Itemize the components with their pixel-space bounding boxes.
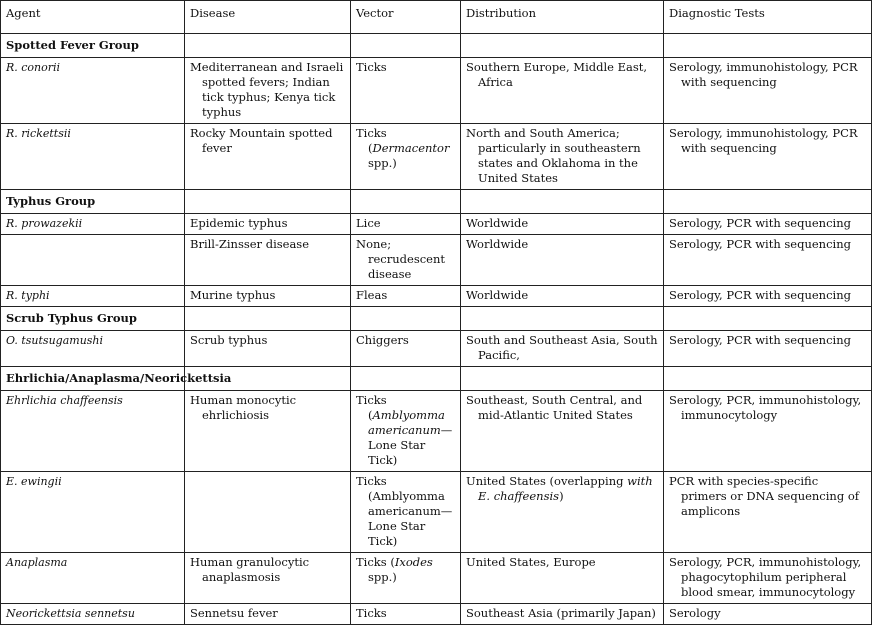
group-label: Spotted Fever Group	[1, 34, 185, 58]
header-diagnostic-tests: Diagnostic Tests	[664, 1, 872, 34]
distribution-cell: Southern Europe, Middle East, Africa	[461, 58, 664, 124]
distribution-cell: North and South America; particularly in southeastern states and Oklahoma in the United States	[461, 124, 664, 190]
vector-cell: Lice	[351, 214, 461, 235]
tests-cell: PCR with species-specific primers or DNA sequencing of amplicons	[664, 472, 872, 553]
disease-cell: Epidemic typhus	[185, 214, 351, 235]
group-label: Scrub Typhus Group	[1, 307, 185, 331]
table-row	[1, 391, 872, 472]
header-row	[1, 1, 872, 34]
disease-cell: Rocky Mountain spotted fever	[185, 124, 351, 190]
tests-cell: Serology, immunohistology, PCR with sequencing	[664, 124, 872, 190]
agent-cell: O. tsutsugamushi	[1, 331, 185, 367]
vector-cell: Ticks	[351, 604, 461, 625]
header-agent: Agent	[1, 1, 185, 34]
header-distribution: Distribution	[461, 1, 664, 34]
distribution-cell: Southeast Asia (primarily Japan)	[461, 604, 664, 625]
distribution-cell: South and Southeast Asia, South Pacific,	[461, 331, 664, 367]
vector-cell: Ticks (Dermacentor spp.)	[351, 124, 461, 190]
group-row-ehrlichia	[1, 367, 872, 391]
distribution-cell: United States, Europe	[461, 553, 664, 604]
table-row	[1, 472, 872, 553]
agent-cell: R. rickettsii	[1, 124, 185, 190]
agent-cell: R. prowazekii	[1, 214, 185, 235]
distribution-cell: Southeast, South Central, and mid-Atlantic United States	[461, 391, 664, 472]
distribution-cell: Worldwide	[461, 214, 664, 235]
vector-cell: None; recrudescent disease	[351, 235, 461, 286]
tests-cell: Serology	[664, 604, 872, 625]
table-row	[1, 331, 872, 367]
group-row-typhus	[1, 190, 872, 214]
agent-cell: E. ewingii	[1, 472, 185, 553]
tests-cell: Serology, PCR, immunohistology, immunocytology	[664, 391, 872, 472]
table-row	[1, 214, 872, 235]
disease-cell: Scrub typhus	[185, 331, 351, 367]
agent-cell: Neorickettsia sennetsu	[1, 604, 185, 625]
tests-cell: Serology, PCR with sequencing	[664, 214, 872, 235]
tests-cell: Serology, PCR with sequencing	[664, 331, 872, 367]
table-row	[1, 124, 872, 190]
disease-cell: Brill-Zinsser disease	[185, 235, 351, 286]
group-row-spotted-fever	[1, 34, 872, 58]
header-disease: Disease	[185, 1, 351, 34]
table-row	[1, 235, 872, 286]
vector-cell: Ticks (Amblyomma americanum—Lone Star Tick)	[351, 391, 461, 472]
table-row	[1, 58, 872, 124]
agent-cell	[1, 235, 185, 286]
table-row	[1, 286, 872, 307]
tests-cell: Serology, PCR with sequencing	[664, 286, 872, 307]
disease-cell	[185, 472, 351, 553]
disease-cell: Mediterranean and Israeli spotted fevers; Indian tick typhus; Kenya tick typhus	[185, 58, 351, 124]
distribution-cell: Worldwide	[461, 235, 664, 286]
vector-cell: Ticks (Amblyomma americanum—Lone Star Tick)	[351, 472, 461, 553]
distribution-cell: United States (overlapping with E. chaffeensis)	[461, 472, 664, 553]
group-row-scrub-typhus	[1, 307, 872, 331]
vector-cell: Ticks	[351, 58, 461, 124]
disease-cell: Human granulocytic anaplasmosis	[185, 553, 351, 604]
vector-cell: Chiggers	[351, 331, 461, 367]
tests-cell: Serology, PCR with sequencing	[664, 235, 872, 286]
group-label: Ehrlichia/Anaplasma/Neorickettsia	[1, 367, 185, 391]
agent-cell: R. typhi	[1, 286, 185, 307]
group-label: Typhus Group	[1, 190, 185, 214]
disease-cell: Sennetsu fever	[185, 604, 351, 625]
vector-cell: Ticks (Ixodes spp.)	[351, 553, 461, 604]
agent-cell: R. conorii	[1, 58, 185, 124]
header-vector: Vector	[351, 1, 461, 34]
agent-cell: Anaplasma	[1, 553, 185, 604]
table-row	[1, 604, 872, 625]
tests-cell: Serology, immunohistology, PCR with sequencing	[664, 58, 872, 124]
disease-cell: Murine typhus	[185, 286, 351, 307]
tests-cell: Serology, PCR, immunohistology, phagocytophilum peripheral blood smear, immunocytology	[664, 553, 872, 604]
distribution-cell: Worldwide	[461, 286, 664, 307]
table-row	[1, 553, 872, 604]
agent-cell: Ehrlichia chaffeensis	[1, 391, 185, 472]
vector-cell: Fleas	[351, 286, 461, 307]
disease-cell: Human monocytic ehrlichiosis	[185, 391, 351, 472]
